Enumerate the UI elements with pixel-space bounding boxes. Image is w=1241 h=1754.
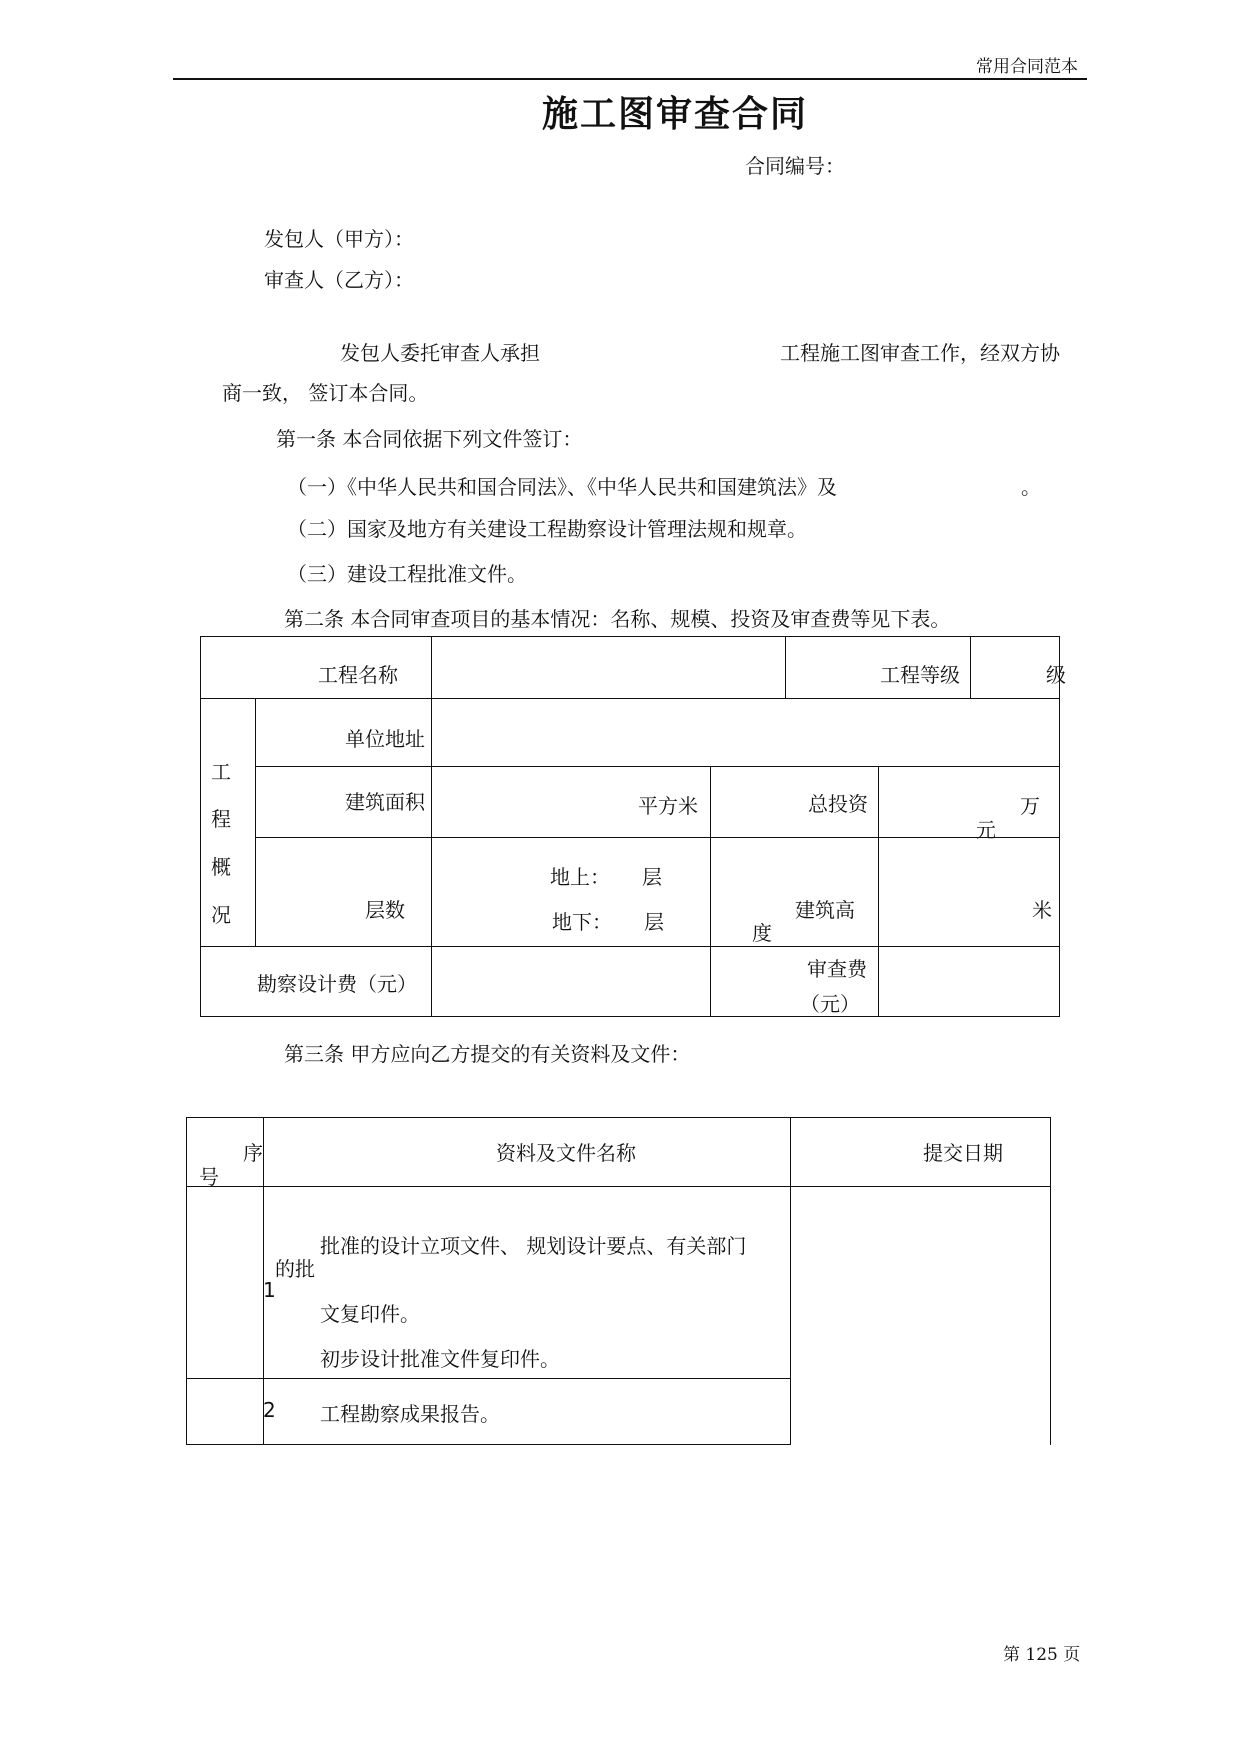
overview-char-2: 程: [211, 807, 231, 831]
floors-above-unit: 层: [642, 865, 662, 889]
overview-char-4: 况: [211, 903, 231, 927]
document-title: 施工图审查合同: [541, 94, 808, 135]
intro-part1: 发包人委托审查人承担: [340, 341, 540, 365]
survey-fee-label: 勘察设计费（元）: [257, 972, 417, 996]
submit-date-header: 提交日期: [923, 1141, 1003, 1165]
article1-item3: （三）建设工程批准文件。: [287, 562, 527, 586]
contract-number-label: 合同编号：: [745, 154, 845, 178]
review-fee-label-1: 审查费: [807, 957, 867, 981]
doc-name-header: 资料及文件名称: [496, 1141, 636, 1165]
project-grade-label: 工程等级: [880, 663, 960, 687]
floors-label: 层数: [365, 898, 405, 922]
project-name-label: 工程名称: [318, 663, 398, 687]
floors-below-unit: 层: [644, 910, 664, 934]
investment-label: 总投资: [808, 792, 868, 816]
seq-header-2: 号: [199, 1165, 219, 1189]
seq-header-1: 序: [243, 1141, 263, 1165]
party-a-label: 发包人（甲方）：: [264, 227, 414, 251]
address-label: 单位地址: [345, 727, 425, 751]
article1-heading: 第一条 本合同依据下列文件签订：: [276, 427, 583, 451]
row1-line4: 初步设计批准文件复印件。: [320, 1347, 560, 1371]
floors-above-label: 地上：: [550, 865, 610, 889]
article2-heading: 第二条 本合同审查项目的基本情况：名称、规模、投资及审查费等见下表。: [284, 607, 951, 631]
article1-item1-end: 。: [1021, 475, 1041, 499]
intro-part3: 商一致， 签订本合同。: [222, 381, 429, 405]
page-number: 第 125 页: [1003, 1645, 1081, 1665]
article1-item2: （二）国家及地方有关建设工程勘察设计管理法规和规章。: [287, 517, 807, 541]
header-rule: [173, 78, 1087, 80]
floors-below-label: 地下：: [552, 910, 612, 934]
height-label-2: 度: [752, 921, 772, 945]
investment-unit-wan: 万: [1020, 794, 1040, 818]
review-fee-label-2: （元）: [800, 992, 860, 1016]
area-label: 建筑面积: [345, 790, 425, 814]
article1-item1: （一）《中华人民共和国合同法》、《中华人民共和国建筑法》及: [287, 475, 837, 499]
height-label-1: 建筑高: [795, 898, 855, 922]
row1-number: 1: [263, 1278, 276, 1302]
header-label: 常用合同范本: [976, 57, 1078, 77]
overview-char-1: 工: [211, 760, 231, 784]
area-unit: 平方米: [638, 794, 698, 818]
investment-unit-yuan: 元: [976, 818, 996, 842]
row1-line1: 批准的设计立项文件、 规划设计要点、有关部门: [320, 1234, 747, 1258]
row2-number: 2: [263, 1398, 276, 1422]
row1-line2: 的批: [275, 1257, 315, 1281]
grade-unit: 级: [1046, 663, 1066, 687]
party-b-label: 审查人（乙方）：: [264, 268, 414, 292]
height-unit: 米: [1032, 898, 1052, 922]
overview-char-3: 概: [211, 855, 231, 879]
intro-part2: 工程施工图审查工作，经双方协: [780, 341, 1060, 365]
row2-text: 工程勘察成果报告。: [320, 1402, 500, 1426]
row1-line3: 文复印件。: [320, 1302, 420, 1326]
article3-heading: 第三条 甲方应向乙方提交的有关资料及文件：: [284, 1042, 691, 1066]
